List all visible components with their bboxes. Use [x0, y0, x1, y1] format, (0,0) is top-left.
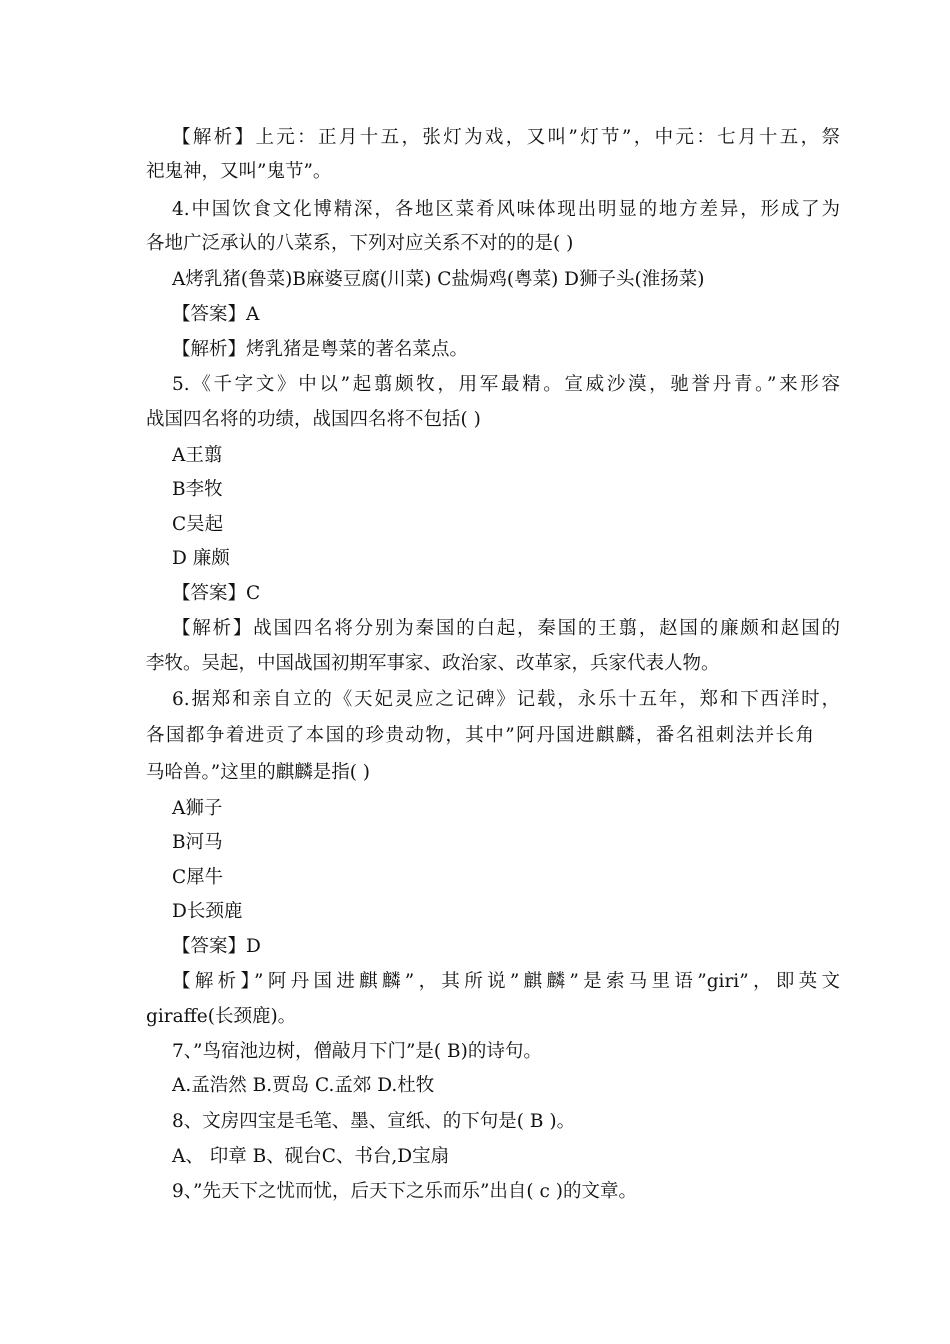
- text-line: 【解析】烤乳猪是粤菜的著名菜点。: [172, 339, 469, 360]
- text-line: giraffe(长颈鹿)。: [146, 1006, 297, 1027]
- text-line: B李牧: [172, 479, 223, 500]
- text-line: 【答案】D: [172, 936, 261, 957]
- text-line: C犀牛: [172, 867, 224, 888]
- text-line: 祀鬼神，又叫”鬼节”。: [146, 161, 332, 182]
- text-line: C吴起: [172, 514, 224, 535]
- text-line: 【答案】A: [172, 304, 260, 325]
- text-line: A王翦: [172, 445, 223, 466]
- text-line: A狮子: [172, 798, 223, 819]
- text-line: 7、”鸟宿池边树，僧敲月下门”是( B)的诗句。: [172, 1041, 542, 1062]
- text-line: A.孟浩然 B.贾岛 C.孟郊 D.杜牧: [172, 1075, 435, 1096]
- text-line: 各地广泛承认的八菜系，下列对应关系不对的的是( ): [146, 233, 574, 254]
- text-line: 【答案】C: [172, 583, 261, 604]
- text-line: A、 印章 B、砚台C、书台,D宝扇: [172, 1146, 450, 1167]
- text-line: 战国四名将的功绩，战国四名将不包括( ): [146, 409, 481, 430]
- text-line: D长颈鹿: [172, 901, 243, 922]
- text-line: 李牧。吴起，中国战国初期军事家、政治家、改革家，兵家代表人物。: [146, 653, 720, 674]
- text-line: D 廉颇: [172, 548, 230, 569]
- text-line: 马哈兽。”这里的麒麟是指( ): [146, 762, 371, 783]
- text-line: B河马: [172, 832, 223, 853]
- text-line: 9、”先天下之忧而忧，后天下之乐而乐”出自( c )的文章。: [172, 1181, 637, 1202]
- text-line: 4.中国饮食文化博精深，各地区菜肴风味体现出明显的地方差异，形成了为: [172, 199, 840, 220]
- text-line: A烤乳猪(鲁菜)B麻婆豆腐(川菜) C盐焗鸡(粤菜) D狮子头(淮扬菜): [172, 269, 705, 290]
- text-line: 【解析】战国四名将分别为秦国的白起，秦国的王翦，赵国的廉颇和赵国的: [172, 618, 840, 639]
- text-line: 8、文房四宝是毛笔、墨、宣纸、的下句是( B )。: [172, 1111, 576, 1132]
- text-line: 【解析】上元：正月十五，张灯为戏，又叫”灯节”，中元：七月十五，祭: [172, 127, 840, 148]
- text-line: 各国都争着进贡了本国的珍贵动物，其中”阿丹国进麒麟，番名祖刺法并长角: [146, 725, 814, 746]
- text-line: 5.《千字文》中以”起翦颇牧，用军最精。宣威沙漠，驰誉丹青。”来形容: [172, 374, 840, 395]
- text-line: 【解析】”阿丹国进麒麟”，其所说”麒麟”是索马里语”giri”，即英文: [172, 971, 840, 992]
- text-line: 6.据郑和亲自立的《天妃灵应之记碑》记载，永乐十五年，郑和下西洋时，: [172, 689, 840, 710]
